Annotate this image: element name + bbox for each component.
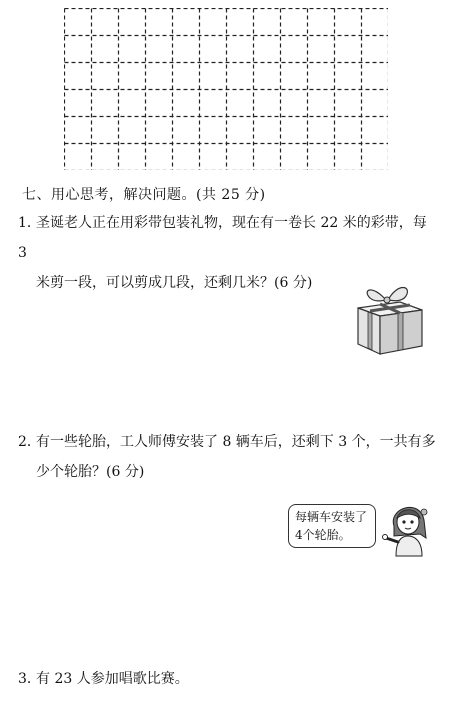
writing-grid (64, 8, 388, 170)
question-2-number: 2． (18, 434, 41, 450)
writing-grid-svg (64, 8, 388, 170)
hint-illustration (288, 498, 438, 558)
question-2-line1: 有一些轮胎，工人师傅安装了 8 辆车后，还剩下 3 个，一共有多 (36, 434, 436, 450)
section-title: 七、用心思考，解决问题。(共 25 分) (22, 187, 266, 203)
question-3-line1: 有 23 人参加唱歌比赛。 (36, 671, 189, 687)
question-3 (18, 664, 438, 694)
question-1-number: 1． (18, 215, 41, 231)
question-2 (18, 427, 438, 487)
speech-bubble (288, 504, 376, 548)
question-3-number: 3． (18, 671, 41, 687)
question-1-line2: 米剪一段，可以剪成几段，还剩几米？(6 分) (36, 275, 313, 291)
question-1-line1: 圣诞老人正在用彩带包装礼物，现在有一卷长 22 米的彩带，每 3 (18, 215, 427, 261)
question-2-line2: 少个轮胎？(6 分) (36, 464, 145, 480)
speech-bubble-line1: 每辆车安装了 (295, 510, 368, 524)
girl-illustration-icon (380, 498, 436, 558)
speech-bubble-line2: 4个轮胎。 (295, 528, 351, 542)
gift-box-icon (350, 278, 428, 358)
